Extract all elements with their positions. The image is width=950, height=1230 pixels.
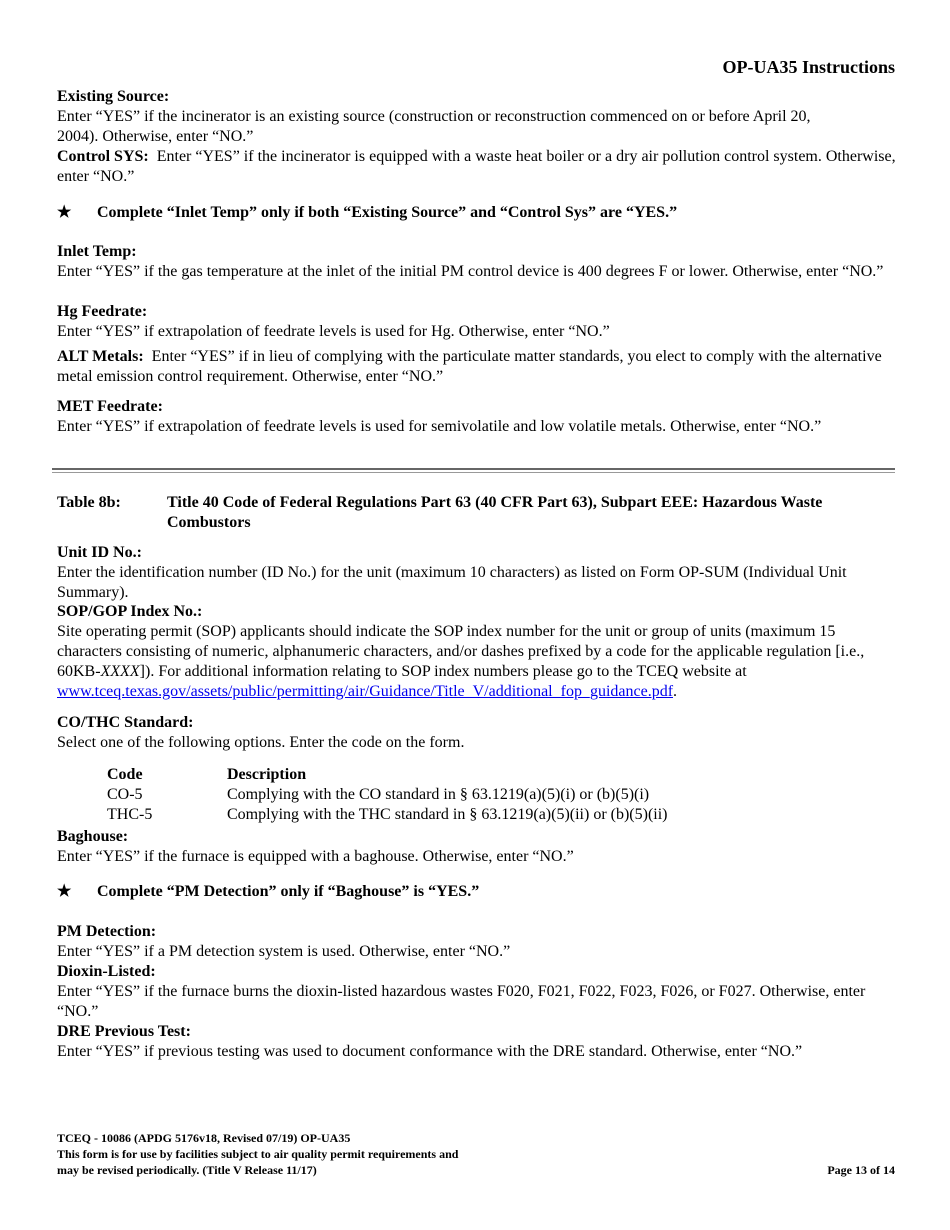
code-table-header	[107, 765, 668, 785]
page-number: Page 13 of 14	[827, 1163, 895, 1177]
star-icon: ★	[57, 883, 72, 900]
heading: Baghouse:	[57, 828, 129, 845]
heading: Existing Source:	[57, 88, 170, 105]
table-title	[57, 493, 897, 533]
text-part: .	[673, 683, 678, 700]
text: Enter “YES” if a PM detection system is used. Otherwise, enter “NO.”	[57, 943, 511, 960]
hg-feedrate-section	[57, 302, 897, 342]
text-part: ]). For additional information relating to SOP index numbers please go to the TCEQ website at	[139, 663, 747, 680]
page-header-title: OP-UA35 Instructions	[722, 57, 895, 77]
pm-detection-section	[57, 922, 897, 962]
table-row	[107, 805, 668, 825]
heading: Control SYS:	[57, 148, 149, 165]
text: Enter “YES” if extrapolation of feedrate levels is used for Hg. Otherwise, enter “NO.”	[57, 323, 610, 340]
met-feedrate-section	[57, 397, 897, 437]
inlet-temp-section	[57, 242, 897, 282]
text: Enter “YES” if in lieu of complying with the particulate matter standards, you elect to comply with the alternative metal emission control requirement. Otherwise, enter “NO.”	[57, 348, 882, 385]
heading: SOP/GOP Index No.:	[57, 603, 203, 620]
text: Select one of the following options. Enter the code on the form.	[57, 734, 465, 751]
text: Enter “YES” if the incinerator is an existing source (construction or reconstruction commenced on or before April 20, 2004). Otherwise, enter “NO.”	[57, 108, 811, 145]
page-footer	[57, 1130, 895, 1178]
code-table	[107, 765, 668, 825]
text: Enter “YES” if the incinerator is equipped with a waste heat boiler or a dry air pollution control system. Otherwise, enter “NO.”	[57, 148, 896, 185]
note-text: Complete “PM Detection” only if “Baghouse” is “YES.”	[97, 883, 480, 900]
text: Enter “YES” if the furnace is equipped with a baghouse. Otherwise, enter “NO.”	[57, 848, 574, 865]
col-description: Description	[227, 766, 307, 783]
alt-metals-section	[57, 347, 897, 387]
footer-line: TCEQ - 10086 (APDG 5176v18, Revised 07/19) OP-UA35	[57, 1131, 351, 1145]
guidance-link[interactable]: www.tceq.texas.gov/assets/public/permitting/air/Guidance/Title_V/additional_fop_guidance.pdf	[57, 683, 674, 700]
text: Enter the identification number (ID No.) for the unit (maximum 10 characters) as listed on Form OP-SUM (Individual Unit Summary).	[57, 564, 847, 601]
sop-index-section	[57, 602, 897, 702]
heading: PM Detection:	[57, 923, 157, 940]
text-italic: XXXX	[100, 663, 140, 680]
col-code: Code	[107, 766, 143, 783]
heading: Dioxin-Listed:	[57, 963, 156, 980]
table-row	[107, 785, 668, 805]
control-sys-section	[57, 147, 897, 187]
text: Enter “YES” if the furnace burns the dioxin-listed hazardous wastes F020, F021, F022, F023, F026, or F027. Otherwise, enter “NO.”	[57, 983, 866, 1020]
note-pm-detection	[57, 882, 479, 902]
description: Complying with the CO standard in § 63.1219(a)(5)(i) or (b)(5)(i)	[227, 786, 650, 803]
text: Enter “YES” if extrapolation of feedrate levels is used for semivolatile and low volatile metals. Otherwise, enter “NO.”	[57, 418, 822, 435]
footer-line: This form is for use by facilities subject to air quality permit requirements and	[57, 1147, 459, 1161]
description: Complying with the THC standard in § 63.1219(a)(5)(ii) or (b)(5)(ii)	[227, 806, 668, 823]
heading: Hg Feedrate:	[57, 303, 148, 320]
unit-id-section	[57, 543, 897, 603]
heading: DRE Previous Test:	[57, 1023, 191, 1040]
text	[57, 622, 897, 702]
heading: MET Feedrate:	[57, 398, 163, 415]
co-thc-section	[57, 713, 897, 753]
heading: Inlet Temp:	[57, 243, 137, 260]
heading: ALT Metals:	[57, 348, 144, 365]
note-inlet-temp	[57, 203, 677, 223]
heading: CO/THC Standard:	[57, 714, 194, 731]
code: CO-5	[107, 786, 143, 803]
text: Enter “YES” if the gas temperature at the inlet of the initial PM control device is 400 degrees F or lower. Otherwise, enter “NO.”	[57, 263, 884, 280]
table-label: Table 8b:	[57, 494, 121, 511]
existing-source-section	[57, 87, 897, 147]
text: Enter “YES” if previous testing was used to document conformance with the DRE standard. Otherwise, enter “NO.”	[57, 1043, 803, 1060]
heading: Unit ID No.:	[57, 544, 142, 561]
footer-line: may be revised periodically. (Title V Release 11/17)	[57, 1163, 317, 1177]
star-icon: ★	[57, 204, 72, 221]
table-title-text: Title 40 Code of Federal Regulations Part 63 (40 CFR Part 63), Subpart EEE: Hazardous Waste Combustors	[167, 494, 823, 531]
dioxin-section	[57, 962, 897, 1022]
section-divider	[52, 468, 895, 473]
text-part: Site operating permit (SOP) applicants should indicate the SOP index number for the unit or group of units (maximum 15 characters consisting of numeric, alphanumeric characters, and/or dashes prefixed by a code for the applicable regulation [i.e., 60KB-	[57, 623, 865, 680]
dre-section	[57, 1022, 897, 1062]
note-text: Complete “Inlet Temp” only if both “Existing Source” and “Control Sys” are “YES.”	[97, 204, 678, 221]
baghouse-section	[57, 827, 897, 867]
code: THC-5	[107, 806, 153, 823]
